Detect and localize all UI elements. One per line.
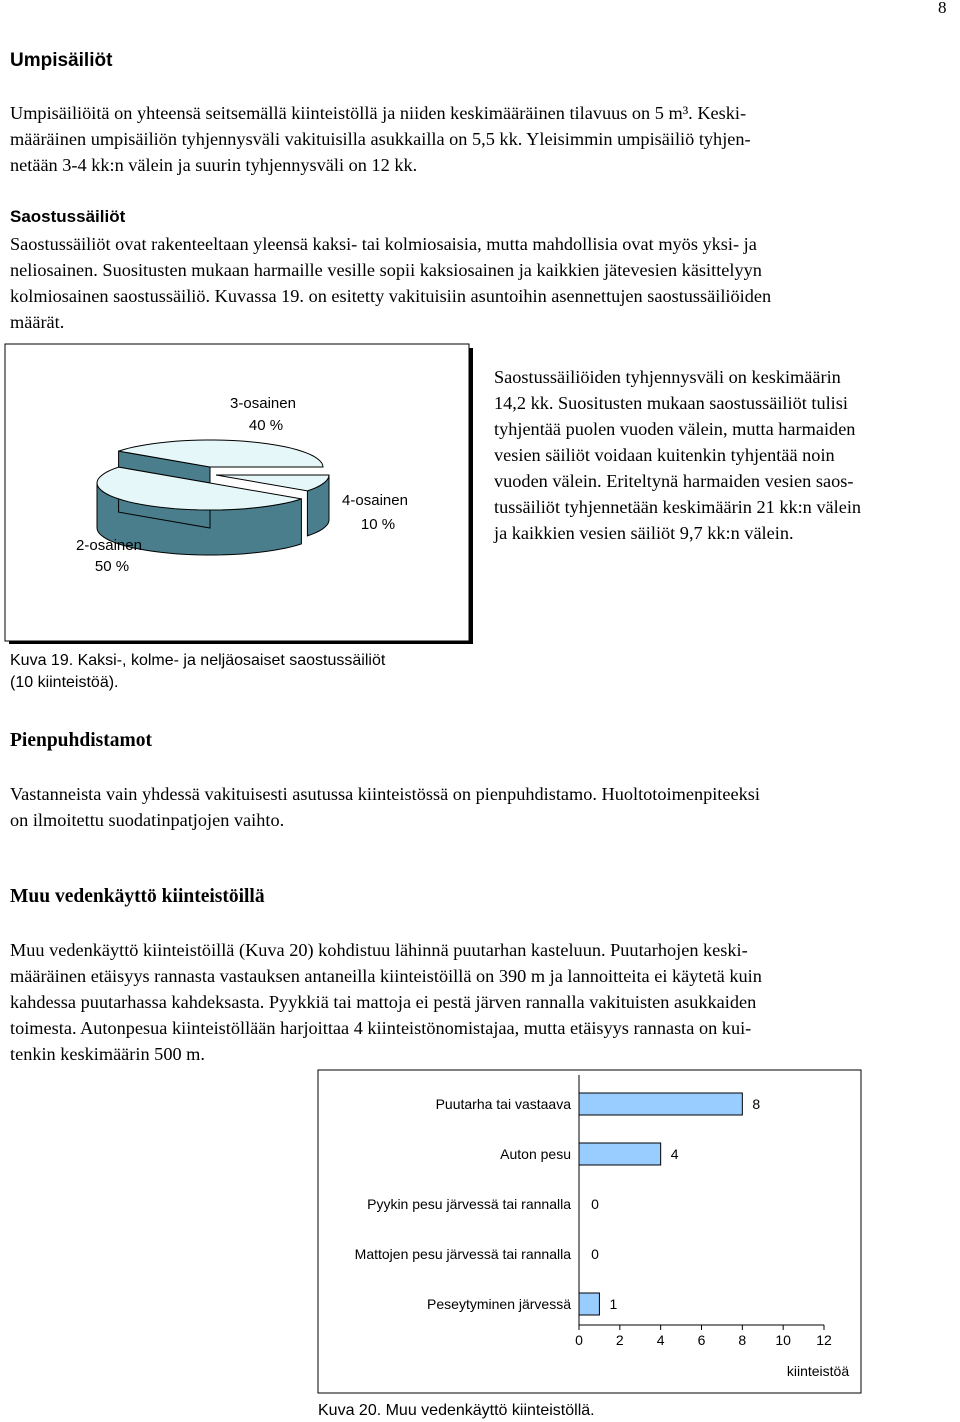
text-line: määräinen umpisäiliön tyhjennysväli vakituisilla asukkailla on 5,5 kk. Yleisimmin umpisäiliö tyhjen-: [10, 129, 751, 149]
data-label: 0: [591, 1196, 599, 1212]
data-label: 4: [670, 1146, 679, 1162]
text-line: Vastanneista vain yhdessä vakituisesti asutussa kiinteistössä on pienpuhdistamo. Huoltotoimenpiteeksi: [10, 784, 760, 804]
text-line: ja kaikkien vesien säiliöt 9,7 kk:n välein.: [494, 523, 794, 543]
x-tick-label: 8: [738, 1332, 747, 1348]
heading-umpisailiot: Umpisäiliöt: [10, 50, 113, 71]
text-line: Saostussäiliöt ovat rakenteeltaan yleensä kaksi- tai kolmiosaisia, mutta mahdollisia ovat myös yksi- ja: [10, 234, 757, 254]
category-label: Pyykin pesu järvessä tai rannalla: [367, 1196, 571, 1212]
page-number: 8: [938, 0, 947, 17]
heading-pienpuhdistamot: Pienpuhdistamot: [10, 730, 152, 751]
pie-chart: [0, 340, 475, 645]
text-line: vesien säiliöt voidaan kuitenkin tyhjentää noin: [494, 445, 835, 465]
text-line: tussäiliöt tyhjennetään keskimäärin 21 kk:n välein: [494, 497, 862, 517]
pie-label-3-osainen: 3-osainen: [230, 395, 296, 412]
data-label: 1: [609, 1296, 618, 1312]
data-label: 0: [591, 1246, 599, 1262]
text-line: netään 3-4 kk:n välein ja suurin tyhjennysväli on 12 kk.: [10, 155, 418, 175]
heading-muu-vedenkaytto: Muu vedenkäyttö kiinteistöillä: [10, 886, 265, 907]
figure-caption-19: [10, 650, 530, 694]
text-line: 14,2 kk. Suositusten mukaan saostussäiliöt tulisi: [494, 393, 848, 413]
text-line: määräinen etäisyys rannasta vastauksen antaneilla kiinteistöillä on 390 m ja lannoitteita ei käytetä kuin: [10, 966, 762, 986]
text-line: Umpisäiliöitä on yhteensä seitsemällä kiinteistöllä ja niiden keskimääräinen tilavuus on 5 m³. Keski-: [10, 103, 747, 123]
pie-pct-3-osainen: 40 %: [248, 417, 284, 434]
chart-frame-shadow: [469, 348, 473, 643]
bar-chart: [315, 1067, 865, 1397]
category-label: Puutarha tai vastaava: [435, 1096, 571, 1112]
heading-saostussailiot: Saostussäiliöt: [10, 207, 126, 226]
text-line: Muu vedenkäyttö kiinteistöillä (Kuva 20) kohdistuu lähinnä puutarhan kasteluun. Puutarhojen keski-: [10, 940, 748, 960]
caption-line: (10 kiinteistöä).: [10, 674, 119, 691]
text-line: on ilmoitettu suodatinpatjojen vaihto.: [10, 810, 285, 830]
pie-label-4-osainen: 4-osainen: [342, 492, 408, 509]
x-tick-label: 10: [775, 1332, 791, 1348]
bar: [579, 1293, 599, 1315]
text-line: määrät.: [10, 312, 65, 332]
x-tick-label: 2: [615, 1332, 624, 1348]
caption-line: Kuva 19. Kaksi-, kolme- ja neljäosaiset saostussäiliöt: [10, 652, 386, 669]
text-line: kolmiosainen saostussäiliö. Kuvassa 19. on esitetty vakituisiin asuntoihin asennettujen saostussäiliöiden: [10, 286, 772, 306]
figure-caption-20: Kuva 20. Muu vedenkäyttö kiinteistöllä.: [318, 1402, 595, 1419]
x-tick-label: 4: [656, 1332, 665, 1348]
x-tick-label: 6: [697, 1332, 706, 1348]
text-line: tenkin keskimäärin 500 m.: [10, 1044, 205, 1064]
x-axis-label: kiinteistöä: [786, 1363, 850, 1379]
pie-pct-2-osainen: 50 %: [94, 558, 130, 575]
bar: [579, 1143, 661, 1165]
x-tick-label: 0: [575, 1332, 583, 1348]
text-line: vuoden välein. Eriteltynä harmaiden vesien saos-: [494, 471, 854, 491]
category-label: Auton pesu: [500, 1146, 571, 1162]
bar: [579, 1093, 742, 1115]
text-line: tyhjentää puolen vuoden välein, mutta harmaiden: [494, 419, 856, 439]
text-line: toimesta. Autonpesua kiinteistöllään harjoittaa 4 kiinteistönomistajaa, mutta etäisyys rannasta on kui-: [10, 1018, 752, 1038]
text-line: neliosainen. Suositusten mukaan harmaille vesille sopii kaksiosainen ja kaikkien jätevesien käsittelyyn: [10, 260, 762, 280]
text-line: kahdessa puutarhassa kahdeksasta. Pyykkiä tai mattoja ei pestä järven rannalla vakituisten asukkaiden: [10, 992, 757, 1012]
x-tick-label: 12: [816, 1332, 832, 1348]
category-label: Peseytyminen järvessä: [427, 1296, 571, 1312]
category-label: Mattojen pesu järvessä tai rannalla: [354, 1246, 571, 1262]
data-label: 8: [752, 1096, 761, 1112]
text-line: Saostussäiliöiden tyhjennysväli on keskimäärin: [494, 367, 841, 387]
pie-label-2-osainen: 2-osainen: [76, 537, 142, 554]
pie-pct-4-osainen: 10 %: [360, 516, 396, 533]
chart-frame-shadow: [9, 641, 473, 644]
